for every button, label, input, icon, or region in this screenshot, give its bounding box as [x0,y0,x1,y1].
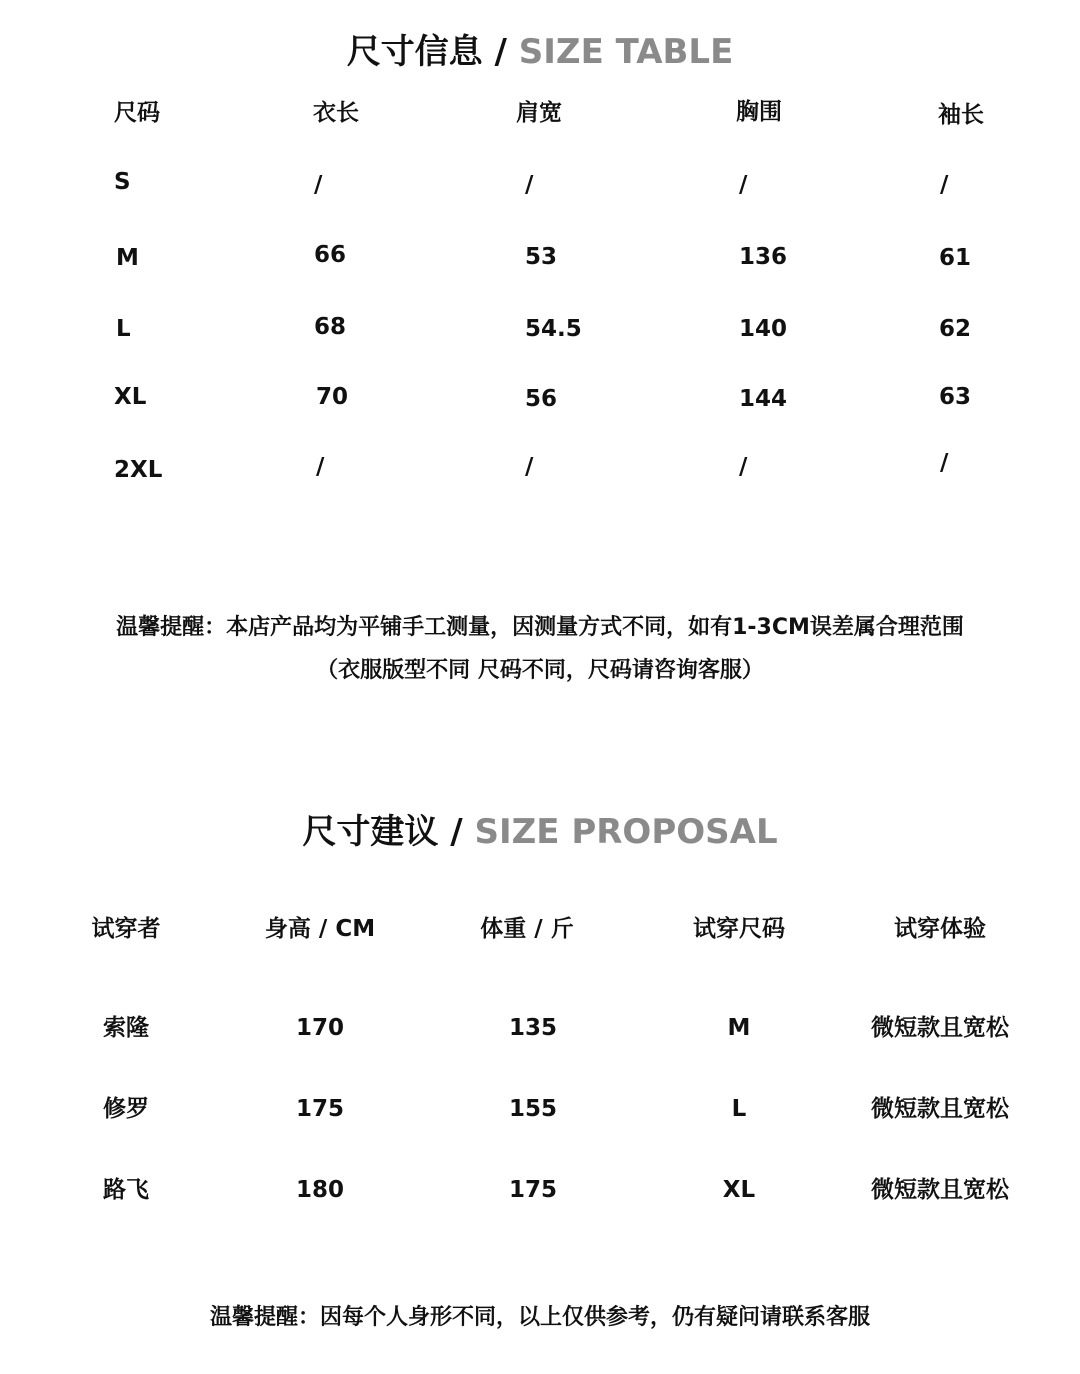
size-table-title-en: SIZE TABLE [518,32,734,72]
length-value: 66 [314,242,347,268]
tester-name: 索隆 [103,1015,149,1041]
tester-name: 修罗 [103,1096,149,1122]
tester-weight: 175 [508,1177,558,1203]
tester-height: 180 [295,1177,345,1203]
tester-size: M [727,1015,751,1041]
header-length: 衣长 [313,100,359,126]
tester-size: L [731,1096,747,1122]
size-label: M [116,245,139,271]
tester-size: XL [722,1177,756,1203]
shoulder-value: / [525,172,534,198]
shoulder-value: / [525,454,534,480]
sleeve-value: 62 [939,316,972,342]
length-value: 68 [314,314,347,340]
size-table-title-cn: 尺寸信息 / [346,32,519,72]
size-table-title [0,32,1080,72]
header-trial-size: 试穿尺码 [693,916,785,942]
chest-value: 144 [739,386,788,412]
length-value: / [316,454,325,480]
tester-weight: 135 [508,1015,558,1041]
header-tester: 试穿者 [91,916,161,942]
sleeve-value: 61 [939,245,972,271]
chest-value: / [739,454,748,480]
header-size: 尺码 [114,100,160,126]
chest-value: 136 [739,244,788,270]
chest-value: 140 [739,316,788,342]
sleeve-value: / [940,450,949,476]
size-proposal-title [0,812,1080,852]
header-sleeve: 袖长 [938,102,984,128]
tester-height: 175 [295,1096,345,1122]
header-weight: 体重 / 斤 [480,916,574,942]
fit-note: 温馨提醒：因每个人身形不同，以上仅供参考，仍有疑问请联系客服 [209,1305,870,1330]
tester-weight: 155 [508,1096,558,1122]
sleeve-value: / [940,172,949,198]
header-shoulder: 肩宽 [516,100,562,126]
tester-experience: 微短款且宽松 [871,1015,1009,1041]
size-proposal-title-en: SIZE PROPOSAL [474,812,778,852]
shoulder-value: 53 [525,244,558,270]
size-label: XL [114,384,147,410]
chest-value: / [739,172,748,198]
sleeve-value: 63 [939,384,972,410]
length-value: 70 [316,384,349,410]
header-chest: 胸围 [736,99,782,125]
header-height: 身高 / CM [264,916,376,942]
shoulder-value: 54.5 [525,316,582,342]
measurement-note-secondary: （衣服版型不同 尺码不同，尺码请咨询客服） [316,658,764,683]
measurement-note: 温馨提醒：本店产品均为平铺手工测量，因测量方式不同，如有1-3CM误差属合理范围 [116,615,964,640]
tester-experience: 微短款且宽松 [871,1177,1009,1203]
tester-experience: 微短款且宽松 [871,1096,1009,1122]
size-proposal-title-cn: 尺寸建议 / [302,812,475,852]
size-label: L [116,316,131,342]
length-value: / [314,172,323,198]
tester-name: 路飞 [103,1177,149,1203]
header-trial-experience: 试穿体验 [894,916,986,942]
size-label: S [114,169,131,195]
size-label: 2XL [114,457,163,483]
shoulder-value: 56 [525,386,558,412]
tester-height: 170 [295,1015,345,1041]
